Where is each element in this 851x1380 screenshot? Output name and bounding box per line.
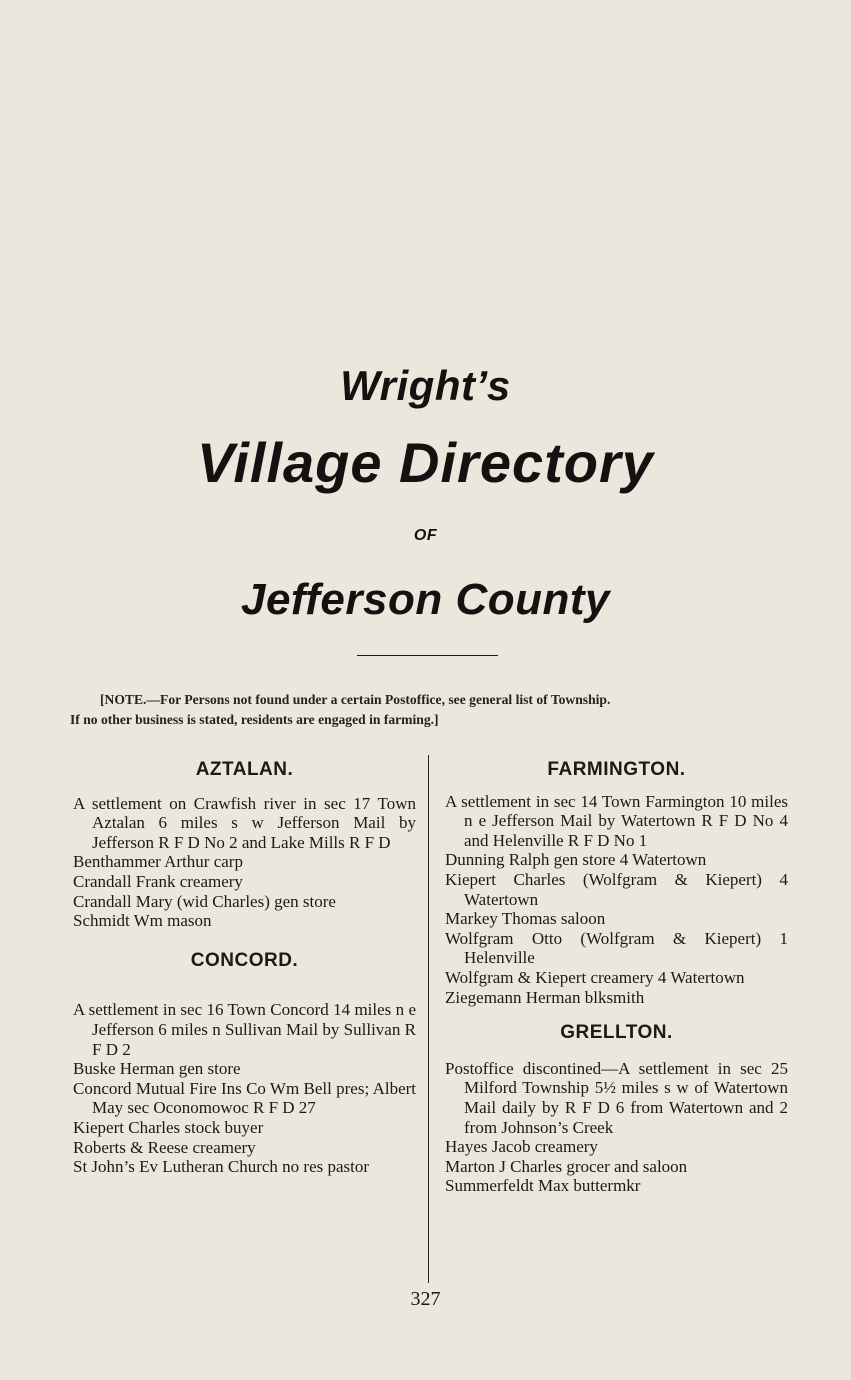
title-line-3: Jefferson County xyxy=(240,575,611,624)
entry-farmington-wolfgram-kiepert: Wolfgram & Kiepert creamery 4 Watertown xyxy=(445,967,745,987)
entry-grellton-summerfeldt: Summerfeldt Max buttermkr xyxy=(445,1176,641,1196)
title-of: OF xyxy=(413,527,438,544)
entry-concord-roberts: Roberts & Reese creamery xyxy=(73,1137,256,1157)
entry-concord-mutual: Concord Mutual Fire Ins Co Wm Bell pres; Albert May sec Oconomowoc R F D 27 xyxy=(73,1078,416,1118)
entry-farmington-dunning: Dunning Ralph gen store 4 Watertown xyxy=(445,850,707,870)
section-heading-farmington: FARMINGTON. xyxy=(547,759,686,780)
entry-aztalan-schmidt: Schmidt Wm mason xyxy=(73,911,212,931)
entry-aztalan-crandall-mary: Crandall Mary (wid Charles) gen store xyxy=(73,891,336,911)
entry-farmington-ziegemann: Ziegemann Herman blksmith xyxy=(445,987,645,1007)
section-heading-grellton: GRELLTON. xyxy=(560,1022,673,1044)
section-heading-concord: CONCORD. xyxy=(190,949,299,971)
entry-farmington-markey: Markey Thomas saloon xyxy=(445,909,606,929)
title-line-1: Wright’s xyxy=(340,362,511,409)
note-line-2: If no other business is stated, residents are engaged in farming.] xyxy=(70,712,439,727)
page-number: 327 xyxy=(410,1288,441,1310)
note xyxy=(70,690,790,730)
entry-farmington-settlement: A settlement in sec 14 Town Farmington 10 miles n e Jefferson Mail by Watertown R F D No 4 and Helenville R F D No 1 xyxy=(445,791,788,850)
entry-concord-buske: Buske Herman gen store xyxy=(73,1059,241,1079)
entry-farmington-kiepert: Kiepert Charles (Wolfgram & Kiepert) 4 Watertown xyxy=(445,869,788,909)
column-divider xyxy=(428,755,429,1283)
entry-grellton-marton: Marton J Charles grocer and saloon xyxy=(445,1156,688,1176)
entry-aztalan-benthammer: Benthammer Arthur carp xyxy=(73,852,243,872)
left-column xyxy=(73,760,416,1177)
title-line-2: Village Directory xyxy=(197,431,654,494)
entry-aztalan-settlement: A settlement on Crawfish river in sec 17 Town Aztalan 6 miles s w Jefferson Mail by Jefferson R F D No 2 and Lake Mills R F D xyxy=(73,793,416,852)
entry-grellton-hayes: Hayes Jacob creamery xyxy=(445,1137,598,1157)
right-column xyxy=(445,760,788,1196)
note-line-1: [NOTE.—For Persons not found under a certain Postoffice, see general list of Township. xyxy=(100,692,611,707)
entry-concord-kiepert: Kiepert Charles stock buyer xyxy=(73,1117,264,1137)
entry-concord-st-johns: St John’s Ev Lutheran Church no res pastor xyxy=(73,1157,370,1177)
entry-farmington-wolfgram-otto: Wolfgram Otto (Wolfgram & Kiepert) 1 Helenville xyxy=(445,928,788,968)
title-rule xyxy=(357,655,498,656)
entry-grellton-postoffice: Postoffice discontined—A settlement in sec 25 Milford Township 5½ miles s w of Watertown Mail daily by R F D 6 from Watertown and 2 from Johnson’s Creek xyxy=(445,1058,788,1137)
entry-concord-settlement: A settlement in sec 16 Town Concord 14 miles n e Jefferson 6 miles n Sullivan Mail by Sullivan R F D 2 xyxy=(73,1000,416,1059)
entry-aztalan-crandall-frank: Crandall Frank creamery xyxy=(73,871,243,891)
section-heading-aztalan: AZTALAN. xyxy=(195,759,294,780)
